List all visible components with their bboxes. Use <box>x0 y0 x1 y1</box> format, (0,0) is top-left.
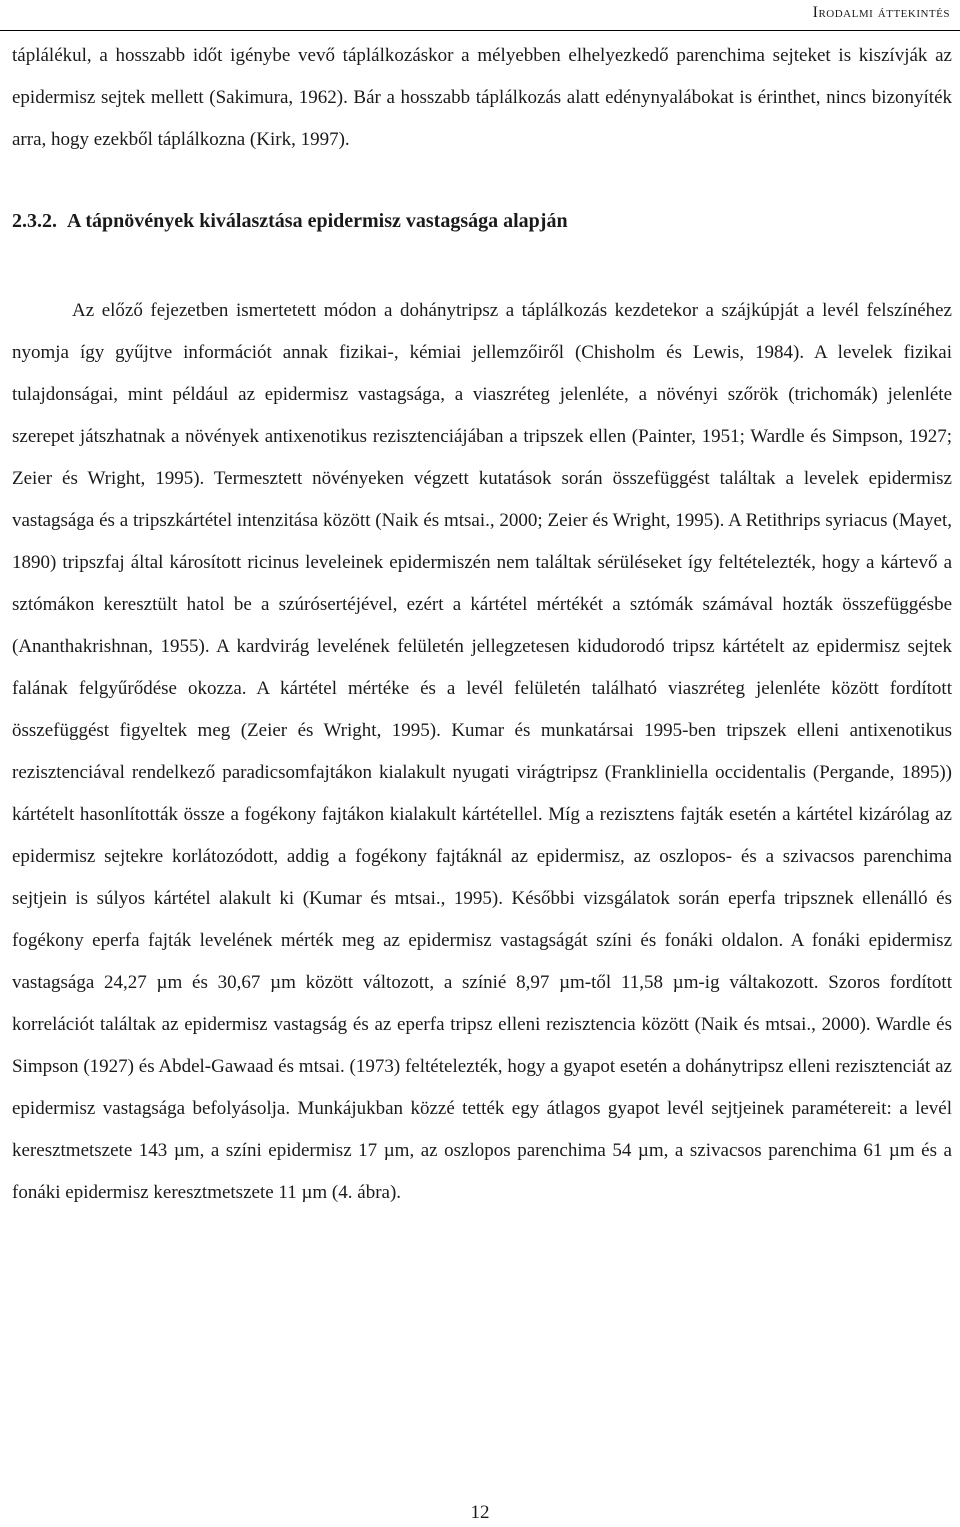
section-heading <box>12 200 952 242</box>
main-paragraph: Az előző fejezetben ismertetett módon a dohánytripsz a táplálkozás kezdetekor a szájkúpját a levél felszínéhez nyomja így gyűjtve információt annak fizikai-, kémiai jellemzőiről (Chisholm és Lewis, 1984). A levelek fizikai tulajdonságai, mint például az epidermisz vastagsága, a viaszréteg jelenléte, a növényi szőrök (trichomák) jelenléte szerepet játszhatnak a növények antixenotikus rezisztenciájában a tripszek ellen (Painter, 1951; Wardle és Simpson, 1927; Zeier és Wright, 1995). Termesztett növényeken végzett kutatások során összefüggést találtak a levelek epidermisz vastagsága és a tripszkártétel intenzitása között (Naik és mtsai., 2000; Zeier és Wright, 1995). A Retithrips syriacus (Mayet, 1890) tripszfaj által károsított ricinus leveleinek epidermiszén nem találtak sérüléseket így feltételezték, hogy a kártevő a sztómákon keresztült hatol be a szúrósertéjével, ezért a kártétel mértékét a sztómák számával hozták összefüggésbe (Ananthakrishnan, 1955). A kardvirág levelének felületén jellegzetesen kidudorodó tripsz kártételt az epidermisz sejtek falának felgyűrődése okozza. A kártétel mértéke és a levél felületén található viaszréteg jelenléte között fordított összefüggést figyeltek meg (Zeier és Wright, 1995). Kumar és munkatársai 1995-ben tripszek elleni antixenotikus rezisztenciával rendelkező paradicsomfajtákon kialakult nyugati virágtripsz (Frankliniella occidentalis (Pergande, 1895)) kártételt hasonlították össze a fogékony fajtákon kialakult kártétellel. Míg a rezisztens fajták esetén a kártétel kizárólag az epidermisz sejtekre korlátozódott, addig a fogékony fajtáknál az epidermisz, az oszlopos- és a szivacsos parenchima sejtjein is súlyos kártétel alakult ki (Kumar és mtsai., 1995). Későbbi vizsgálatok során eperfa tripsznek ellenálló és fogékony eperfa fajták levelének mérték meg az epidermisz vastagságát színi és fonáki oldalon. A fonáki epidermisz vastagsága 24,27 µm és 30,67 µm között változott, a színié 8,97 µm-től 11,58 µm-ig váltakozott. Szoros fordított korrelációt találtak az epidermisz vastagság és az eperfa tripsz elleni rezisztencia között (Naik és mtsai., 2000). Wardle és Simpson (1927) és Abdel-Gawaad és mtsai. (1973) feltételezték, hogy a gyapot esetén a dohánytripsz elleni rezisztenciát az epidermisz vastagsága befolyásolja. Munkájukban közzé tették egy átlagos gyapot levél sejtjeinek paramétereit: a levél keresztmetszete 143 µm, a színi epidermisz 17 µm, az oszlopos parenchima 54 µm, a szivacsos parenchima 61 µm és a fonáki epidermisz keresztmetszete 11 µm (4. ábra). <box>12 300 952 1203</box>
section-number: 2.3.2. <box>12 210 57 232</box>
page-number: 12 <box>470 1502 490 1523</box>
running-head: Irodalmi áttekintés <box>812 4 950 21</box>
section-title: A tápnövények kiválasztása epidermisz vastagsága alapján <box>67 210 568 232</box>
header-rule <box>0 30 960 31</box>
intro-paragraph: táplálékul, a hosszabb időt igénybe vevő táplálkozáskor a mélyebben elhelyezkedő parenchima sejteket is kiszívják az epidermisz sejtek mellett (Sakimura, 1962). Bár a hosszabb táplálkozás alatt edénynyalábokat is érinthet, nincs bizonyíték arra, hogy ezekből táplálkozna (Kirk, 1997). <box>12 45 952 150</box>
